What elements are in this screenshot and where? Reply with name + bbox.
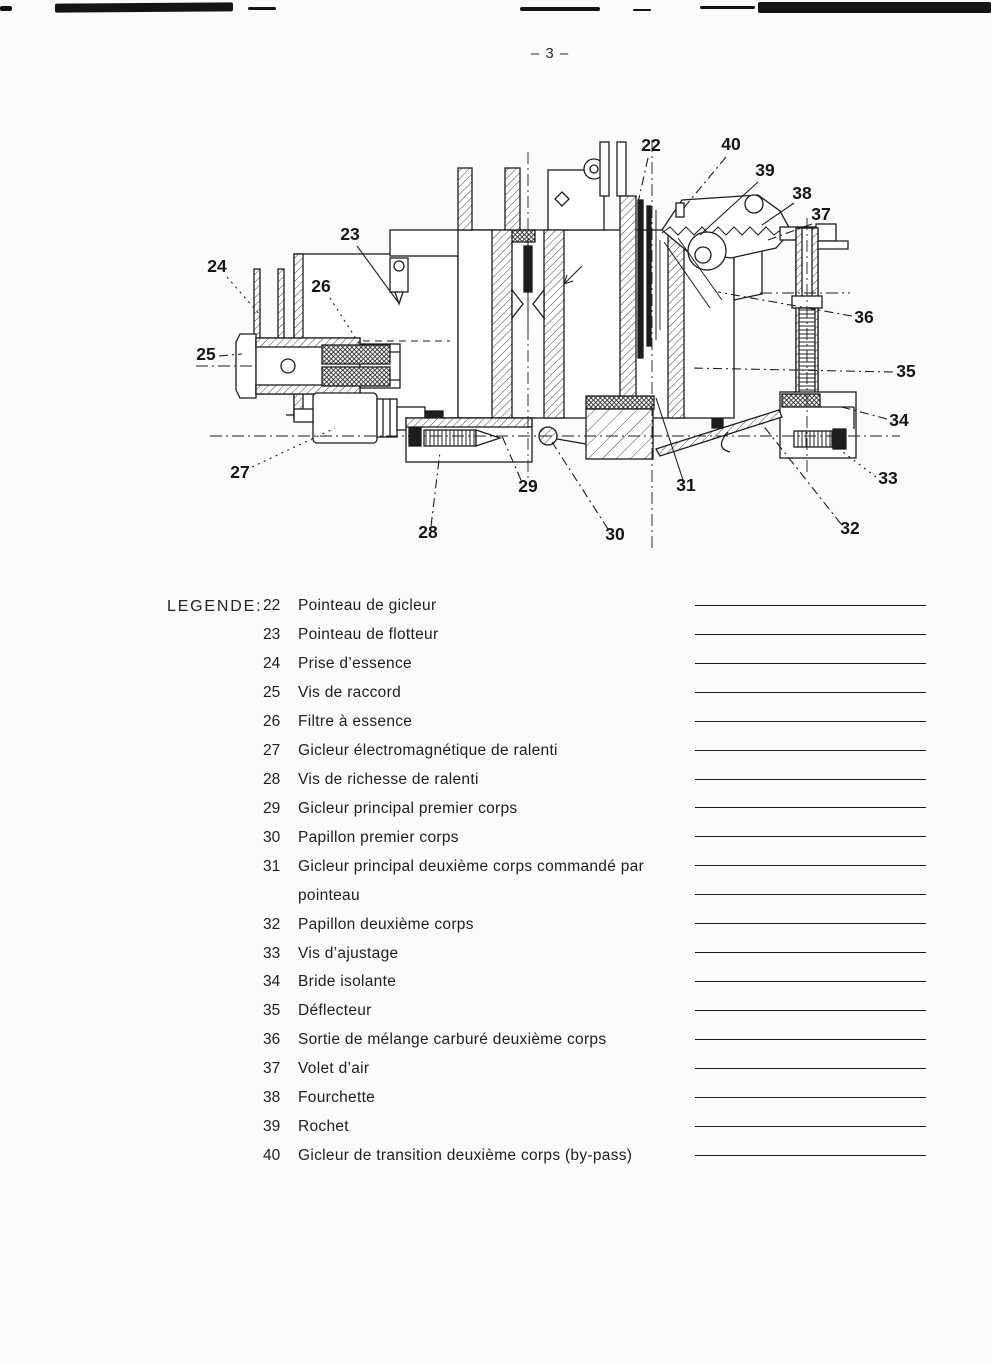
legend-item-number: 37 xyxy=(263,1060,281,1078)
callout-label-38: 38 xyxy=(792,183,812,203)
legend-row-35 xyxy=(0,997,991,1026)
legend-row-34 xyxy=(0,968,991,997)
legend-row-27 xyxy=(0,737,991,766)
legend-item-text: Rochet xyxy=(298,1118,349,1136)
legend-item-number: 30 xyxy=(263,828,281,846)
legend-row-28 xyxy=(0,766,991,795)
legend-item-number: 39 xyxy=(263,1118,281,1136)
legend-rule-line xyxy=(695,981,926,982)
callout-label-36: 36 xyxy=(854,307,874,327)
carburetor-cross-section-diagram xyxy=(0,0,991,570)
legend-item-number: 23 xyxy=(263,626,281,644)
legend-row-37 xyxy=(0,1055,991,1084)
legend-rule-line xyxy=(695,663,926,664)
callout-label-33: 33 xyxy=(878,468,898,488)
legend-row-38 xyxy=(0,1084,991,1113)
legend-rule-line xyxy=(695,634,926,635)
legend-row-33 xyxy=(0,939,991,968)
callout-label-28: 28 xyxy=(418,522,438,542)
callout-label-23: 23 xyxy=(340,224,360,244)
legend-rule-line xyxy=(695,836,926,837)
callout-label-24: 24 xyxy=(207,256,227,276)
legend-rule-line xyxy=(695,605,926,606)
callout-label-34: 34 xyxy=(889,410,909,430)
legend-row-31 xyxy=(0,852,991,881)
legend-rule-line xyxy=(695,1097,926,1098)
legend-item-number: 24 xyxy=(263,655,281,673)
callout-label-27: 27 xyxy=(230,462,250,482)
legend-item-number: 29 xyxy=(263,799,281,817)
legend-item-text: Pointeau de gicleur xyxy=(298,597,437,615)
legend-row-36 xyxy=(0,1026,991,1055)
mounting-column xyxy=(792,224,848,394)
legend-item-number: 36 xyxy=(263,1031,281,1049)
legend-rule-line xyxy=(695,894,926,895)
legend-item-number: 31 xyxy=(263,857,281,875)
legend-rule-line xyxy=(695,750,926,751)
legend-item-number: 32 xyxy=(263,915,281,933)
legend-rule-line xyxy=(695,952,926,953)
legend-rule-line xyxy=(695,1068,926,1069)
legend-rule-line xyxy=(695,923,926,924)
legend-item-number: 38 xyxy=(263,1089,281,1107)
legend-row-26 xyxy=(0,708,991,737)
legend-title: LEGENDE: xyxy=(167,598,263,615)
callout-label-30: 30 xyxy=(605,524,625,544)
legend-row-39 xyxy=(0,1113,991,1142)
callout-label-31: 31 xyxy=(676,475,696,495)
legend-rule-line xyxy=(695,1155,926,1156)
callout-label-29: 29 xyxy=(518,476,538,496)
legend-row-31-cont xyxy=(0,881,991,910)
legend-rule-line xyxy=(695,1039,926,1040)
callout-label-32: 32 xyxy=(840,518,860,538)
legend-item-text: Volet d’air xyxy=(298,1060,370,1078)
callout-label-25: 25 xyxy=(196,344,216,364)
legend-item-number: 25 xyxy=(263,684,281,702)
legend-item-text: Papillon premier corps xyxy=(298,828,459,846)
legend-item-text: Vis de richesse de ralenti xyxy=(298,770,479,788)
legend-rule-line xyxy=(695,692,926,693)
legend-item-text: Fourchette xyxy=(298,1089,376,1107)
legend-item-text: Vis d’ajustage xyxy=(298,944,399,962)
legend-item-text: Gicleur principal deuxième corps commandé par xyxy=(298,857,645,875)
legend-row-25 xyxy=(0,679,991,708)
callout-label-37: 37 xyxy=(811,204,831,224)
legend-rule-line xyxy=(695,779,926,780)
legend-item-text: Bride isolante xyxy=(298,973,397,991)
idle-mixture-screw-body xyxy=(406,418,532,462)
legend-row-24 xyxy=(0,650,991,679)
legend-rule-line xyxy=(695,721,926,722)
legend-item-text: Sortie de mélange carburé deuxième corps xyxy=(298,1031,607,1049)
callout-label-35: 35 xyxy=(896,361,916,381)
legend-item-number: 33 xyxy=(263,944,281,962)
legend-rule-line xyxy=(695,865,926,866)
legend-item-text: pointeau xyxy=(298,886,360,904)
legend-rule-line xyxy=(695,807,926,808)
callout-label-22: 22 xyxy=(641,135,661,155)
callout-label-26: 26 xyxy=(311,276,331,296)
legend-item-text: Gicleur électromagnétique de ralenti xyxy=(298,742,558,760)
legend-row-23 xyxy=(0,621,991,650)
legend-row-40 xyxy=(0,1142,991,1171)
legend-rule-line xyxy=(695,1010,926,1011)
legend-item-text: Gicleur de transition deuxième corps (by-pass) xyxy=(298,1146,633,1164)
legend-item-number: 34 xyxy=(263,973,281,991)
legend-item-number: 22 xyxy=(263,597,281,615)
legend-item-text: Vis de raccord xyxy=(298,684,401,702)
legend-rows xyxy=(0,592,991,1170)
legend-item-number: 27 xyxy=(263,742,281,760)
legend-row-30 xyxy=(0,823,991,852)
legend-item-text: Prise d’essence xyxy=(298,655,412,673)
legend-rule-line xyxy=(695,1126,926,1127)
callout-leader-28 xyxy=(431,452,440,526)
legend-item-text: Filtre à essence xyxy=(298,713,413,731)
legend-item-number: 26 xyxy=(263,713,281,731)
callout-label-40: 40 xyxy=(721,134,741,154)
page-number: – 3 – xyxy=(530,45,570,62)
legend-item-number: 35 xyxy=(263,1002,281,1020)
legend-item-text: Pointeau de flotteur xyxy=(298,626,439,644)
legend-item-text: Gicleur principal premier corps xyxy=(298,799,518,817)
legend-row-22 xyxy=(0,592,991,621)
legend-item-number: 40 xyxy=(263,1146,281,1164)
insulating-flange-body xyxy=(780,392,856,458)
legend-row-32 xyxy=(0,910,991,939)
callout-label-39: 39 xyxy=(755,160,775,180)
legend-item-text: Papillon deuxième corps xyxy=(298,915,474,933)
legend-section xyxy=(0,592,991,1170)
callout-leader-36 xyxy=(718,292,852,316)
legend-item-number: 28 xyxy=(263,770,281,788)
legend-item-text: Déflecteur xyxy=(298,1002,372,1020)
legend-row-29 xyxy=(0,794,991,823)
